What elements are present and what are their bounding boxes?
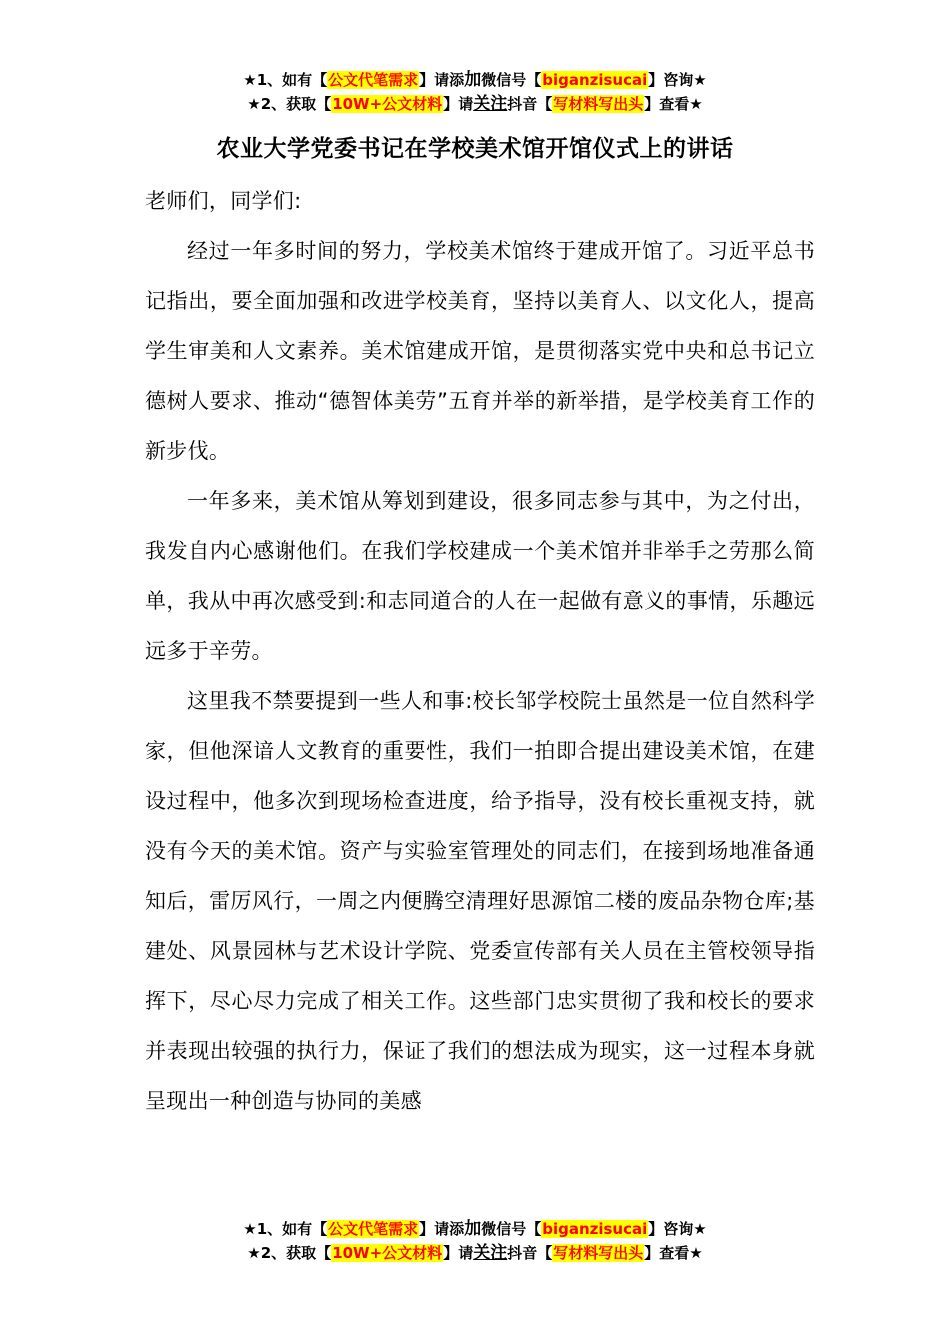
banner-line-1 (0, 1217, 950, 1241)
highlight-materials: 10W+公文材料 (332, 1244, 443, 1262)
highlight-service: 公文代笔需求 (328, 71, 419, 89)
banner-text: 】查看★ (644, 95, 703, 113)
banner-line-1 (0, 68, 950, 92)
banner-text: 】咨询★ (648, 1220, 707, 1238)
banner-text: 】请添 (419, 71, 465, 89)
highlight-douyin-account: 写材料写出头 (553, 1244, 644, 1262)
banner-text: 微信号【 (481, 71, 542, 89)
banner-text: 抖音【 (507, 95, 553, 113)
highlight-wechat-id: biganzisucai (542, 71, 648, 89)
banner-text: ★1、如有【 (243, 1220, 328, 1238)
banner-line-2 (0, 1241, 950, 1265)
banner-emphasis: 加 (464, 1219, 482, 1239)
banner-text: 】咨询★ (648, 71, 707, 89)
banner-text: 】请 (443, 1244, 474, 1262)
banner-text: 抖音【 (507, 1244, 553, 1262)
banner-text: 】请 (443, 95, 474, 113)
document-body (145, 176, 815, 1126)
banner-text: ★2、获取【 (247, 95, 332, 113)
banner-text: 微信号【 (481, 1220, 542, 1238)
header-banner (0, 68, 950, 116)
highlight-service: 公文代笔需求 (328, 1220, 419, 1238)
banner-text: ★2、获取【 (247, 1244, 332, 1262)
document-title: 农业大学党委书记在学校美术馆开馆仪式上的讲话 (216, 136, 734, 162)
banner-line-2 (0, 92, 950, 116)
salutation: 老师们，同学们: (145, 189, 302, 213)
banner-emphasis: 关注 (473, 94, 508, 114)
banner-emphasis: 关注 (473, 1243, 508, 1263)
highlight-douyin-account: 写材料写出头 (553, 95, 644, 113)
paragraph: 这里我不禁要提到一些人和事:校长邹学校院士虽然是一位自然科学家，但他深谙人文教育的重要性，我们一拍即合提出建设美术馆，在建设过程中，他多次到现场检查进度，给予指导，没有校长重视支持，就没有今天的美术馆。资产与实验室管理处的同志们，在接到场地准备通知后，雷厉风行，一周之内便腾空清理好思源馆二楼的废品杂物仓库;基建处、风景园林与艺术设计学院、党委宣传部有关人员在主管校领导指挥下，尽心尽力完成了相关工作。这些部门忠实贯彻了我和校长的要求并表现出较强的执行力，保证了我们的想法成为现实，这一过程本身就呈现出一种创造与协同的美感 (145, 689, 815, 1113)
highlight-wechat-id: biganzisucai (542, 1220, 648, 1238)
banner-text: 】查看★ (644, 1244, 703, 1262)
paragraph: 经过一年多时间的努力，学校美术馆终于建成开馆了。习近平总书记指出，要全面加强和改进学校美育，坚持以美育人、以文化人，提高学生审美和人文素养。美术馆建成开馆，是贯彻落实党中央和总书记立德树人要求、推动“德智体美劳”五育并举的新举措，是学校美育工作的新步伐。 (145, 239, 815, 463)
highlight-materials: 10W+公文材料 (332, 95, 443, 113)
paragraph: 一年多来，美术馆从筹划到建设，很多同志参与其中，为之付出，我发自内心感谢他们。在我们学校建成一个美术馆并非举手之劳那么简单，我从中再次感受到:和志同道合的人在一起做有意义的事情，乐趣远远多于辛劳。 (145, 489, 815, 663)
footer-banner (0, 1217, 950, 1265)
banner-text: ★1、如有【 (243, 71, 328, 89)
banner-text: 】请添 (419, 1220, 465, 1238)
banner-emphasis: 加 (464, 70, 482, 90)
